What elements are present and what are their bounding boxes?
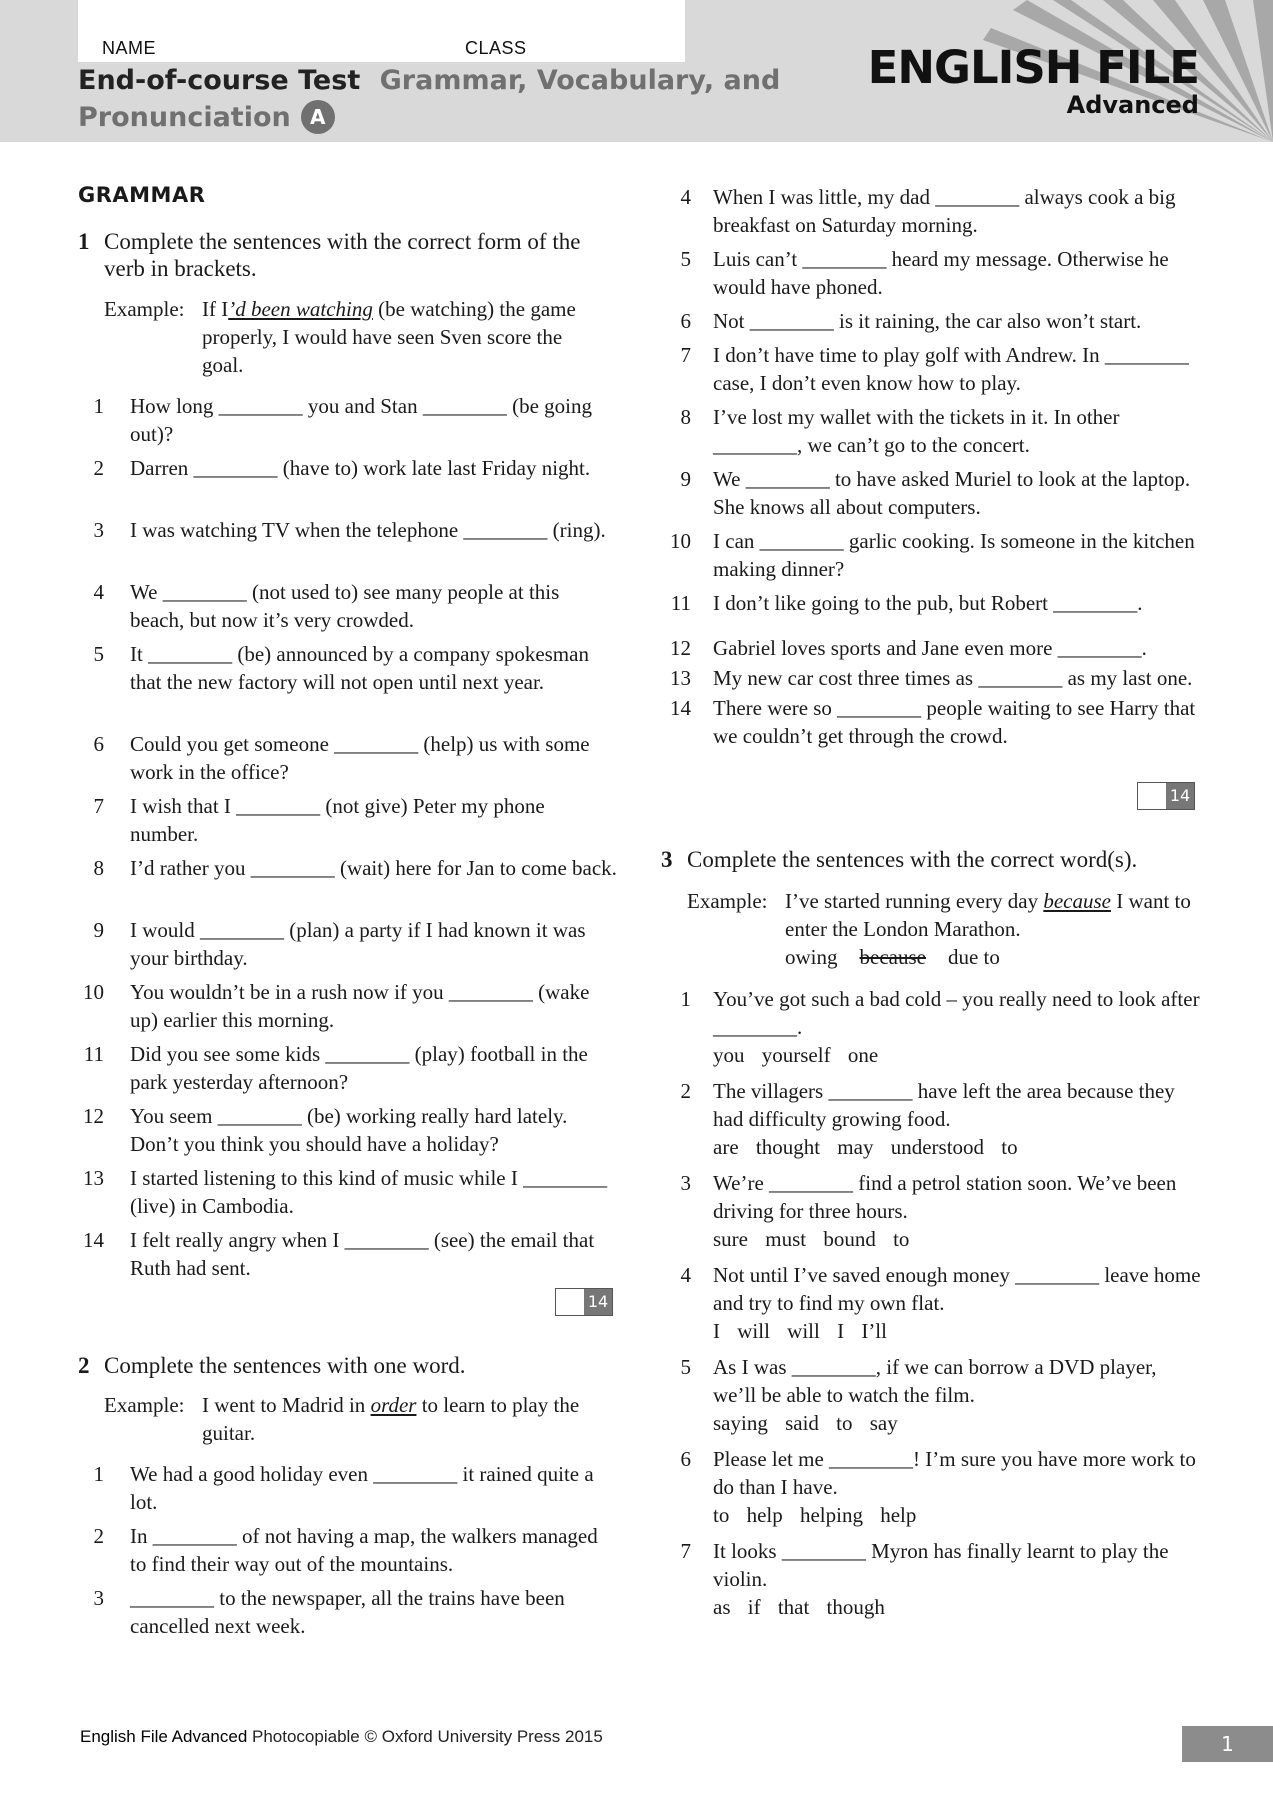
question-text: My new car cost three times as ________ as my last one. <box>713 666 1193 690</box>
question-number: 1 <box>93 1462 104 1486</box>
question-number: 11 <box>83 1042 104 1066</box>
instruction-text: Complete the sentences with the correct word(s). <box>687 847 1138 872</box>
question-item <box>78 640 618 696</box>
question-number: 7 <box>680 1539 691 1563</box>
question-item <box>78 916 618 972</box>
question-item <box>670 694 1203 750</box>
question-number: 3 <box>93 518 104 542</box>
question-item <box>673 465 1203 521</box>
question-item <box>78 854 618 882</box>
version-badge: A <box>301 100 335 134</box>
question-text: I wish that I ________ (not give) Peter my phone number. <box>130 794 545 846</box>
question-number: 5 <box>680 1355 691 1379</box>
score-box-ex2 <box>1137 782 1195 810</box>
question-item <box>673 1445 1203 1529</box>
question-item <box>673 1537 1203 1621</box>
score-total: 14 <box>584 1289 612 1315</box>
question-number: 4 <box>680 1263 691 1287</box>
question-item <box>670 664 1203 692</box>
answer-options: sure must bound to <box>713 1227 910 1251</box>
footer-copyright: Photocopiable © Oxford University Press 2015 <box>247 1727 603 1746</box>
question-text: We had a good holiday even ________ it rained quite a lot. <box>130 1462 594 1514</box>
exercise-1-instruction <box>78 228 598 282</box>
exercise-3-instruction <box>661 846 1191 873</box>
question-item <box>78 578 618 634</box>
question-text: It ________ (be) announced by a company spokesman that the new factory will not open until next year. <box>130 642 589 694</box>
answer-options: to help helping help <box>713 1503 917 1527</box>
question-item <box>673 1077 1203 1161</box>
question-item <box>673 307 1203 335</box>
question-text: I started listening to this kind of music while I ________ (live) in Cambodia. <box>130 1166 608 1218</box>
question-number: 9 <box>93 918 104 942</box>
question-number: 1 <box>93 394 104 418</box>
question-number: 11 <box>670 591 691 615</box>
name-label: NAME <box>102 38 157 58</box>
score-input[interactable] <box>556 1289 583 1315</box>
question-text: We ________ to have asked Muriel to look at the laptop. She knows all about computers. <box>713 467 1191 519</box>
question-number: 10 <box>83 980 104 1004</box>
question-number: 2 <box>93 456 104 480</box>
score-box-ex1 <box>555 1288 613 1316</box>
example-post: (be watching) the game properly, I would have seen Sven score the goal. <box>202 297 576 377</box>
answer-options: saying said to say <box>713 1411 898 1435</box>
question-number: 6 <box>93 732 104 756</box>
question-number: 3 <box>680 1171 691 1195</box>
example-option-crossed: because <box>859 945 926 969</box>
question-item <box>670 589 1203 617</box>
question-number: 12 <box>670 636 691 660</box>
question-item <box>78 1522 618 1578</box>
test-title-grey: Grammar, Vocabulary, and <box>379 65 781 96</box>
question-text: I’ve lost my wallet with the tickets in it. In other ________, we can’t go to the concert. <box>713 405 1120 457</box>
question-item <box>78 1226 618 1282</box>
test-title-bold: End-of-course Test <box>78 65 361 96</box>
question-text: I don’t like going to the pub, but Robert ________. <box>713 591 1143 615</box>
question-text: The villagers ________ have left the area because they had difficulty growing food. <box>713 1079 1175 1131</box>
example-answer: because <box>1043 889 1111 913</box>
exercise-number: 1 <box>78 229 90 254</box>
question-number: 4 <box>93 580 104 604</box>
question-number: 2 <box>680 1079 691 1103</box>
example-pre: I’ve started running every day <box>785 889 1044 913</box>
example-pre: If I <box>202 297 229 321</box>
question-text: I felt really angry when I ________ (see) the email that Ruth had sent. <box>130 1228 595 1280</box>
question-text: In ________ of not having a map, the walkers managed to find their way out of the mountains. <box>130 1524 598 1576</box>
question-text: Darren ________ (have to) work late last Friday night. <box>130 456 591 480</box>
question-text: I would ________ (plan) a party if I had known it was your birthday. <box>130 918 586 970</box>
question-item <box>78 978 618 1034</box>
brand-name: ENGLISH FILE <box>867 41 1199 94</box>
question-number: 5 <box>93 642 104 666</box>
example-post: to learn to play the guitar. <box>202 1393 580 1445</box>
exercise-2-example <box>104 1391 604 1447</box>
page-number: 1 <box>1182 1726 1273 1762</box>
question-text: ________ to the newspaper, all the trains have been cancelled next week. <box>130 1586 565 1638</box>
example-option: owing <box>785 945 838 969</box>
question-number: 13 <box>670 666 691 690</box>
question-item <box>78 1040 618 1096</box>
question-item <box>673 341 1203 397</box>
exercise-number: 2 <box>78 1353 90 1378</box>
answer-options: I will will I I’ll <box>713 1319 887 1343</box>
question-item <box>78 1164 618 1220</box>
footer-brand: English File Advanced <box>80 1727 248 1746</box>
question-text: We ________ (not used to) see many people at this beach, but now it’s very crowded. <box>130 580 560 632</box>
score-input[interactable] <box>1138 783 1165 809</box>
instruction-text: Complete the sentences with one word. <box>104 1353 466 1378</box>
example-option: due to <box>947 945 1000 969</box>
answer-options: are thought may understood to <box>713 1135 1018 1159</box>
question-number: 7 <box>93 794 104 818</box>
question-item <box>78 1102 618 1158</box>
exercise-number: 3 <box>661 847 673 872</box>
question-text: I don’t have time to play golf with Andrew. In ________ case, I don’t even know how to play. <box>713 343 1189 395</box>
question-text: It looks ________ Myron has finally learnt to play the violin. <box>713 1539 1169 1591</box>
example-label: Example: <box>104 1393 185 1417</box>
question-number: 8 <box>680 405 691 429</box>
class-label: CLASS <box>465 38 527 58</box>
question-text: There were so ________ people waiting to see Harry that we couldn’t get through the crowd. <box>713 696 1196 748</box>
question-item <box>78 1584 618 1640</box>
question-number: 7 <box>680 343 691 367</box>
instruction-text: Complete the sentences with the correct form of the verb in brackets. <box>104 229 581 281</box>
question-number: 10 <box>670 529 691 553</box>
question-number: 14 <box>670 696 691 720</box>
question-text: You wouldn’t be in a rush now if you ________ (wake up) earlier this morning. <box>130 980 590 1032</box>
question-text: As I was ________, if we can borrow a DVD player, we’ll be able to watch the film. <box>713 1355 1157 1407</box>
question-number: 6 <box>680 309 691 333</box>
question-number: 13 <box>83 1166 104 1190</box>
question-text: When I was little, my dad ________ always cook a big breakfast on Saturday morning. <box>713 185 1176 237</box>
question-text: How long ________ you and Stan ________ (be going out)? <box>130 394 592 446</box>
example-answer: order <box>370 1393 417 1417</box>
test-title-line2-text: Pronunciation <box>78 102 291 133</box>
brand-logo <box>867 41 1199 119</box>
page-footer <box>80 1727 603 1747</box>
exercise-1-example <box>104 295 604 379</box>
question-item <box>673 245 1203 301</box>
question-item <box>673 1169 1203 1253</box>
question-item <box>673 1261 1203 1345</box>
question-item <box>78 392 618 448</box>
question-item <box>673 403 1203 459</box>
question-item <box>673 985 1203 1069</box>
section-heading-grammar: GRAMMAR <box>78 183 206 207</box>
question-text: Luis can’t ________ heard my message. Otherwise he would have phoned. <box>713 247 1169 299</box>
question-item <box>673 183 1203 239</box>
name-class-box <box>78 0 685 62</box>
question-text: Please let me ________! I’m sure you have more work to do than I have. <box>713 1447 1196 1499</box>
question-text: Gabriel loves sports and Jane even more ________. <box>713 636 1147 660</box>
brand-level: Advanced <box>1066 91 1199 119</box>
exercise-3-example <box>687 887 1197 971</box>
question-text: I’d rather you ________ (wait) here for Jan to come back. <box>130 856 617 880</box>
example-pre: I went to Madrid in <box>202 1393 371 1417</box>
question-number: 5 <box>680 247 691 271</box>
question-text: I was watching TV when the telephone ________ (ring). <box>130 518 606 542</box>
question-item <box>670 527 1203 583</box>
test-title <box>78 65 780 96</box>
example-label: Example: <box>104 297 185 321</box>
question-item <box>670 634 1203 662</box>
exercise-2-instruction <box>78 1352 598 1379</box>
test-title-line2 <box>78 100 335 134</box>
question-number: 9 <box>680 467 691 491</box>
question-number: 3 <box>93 1586 104 1610</box>
question-number: 8 <box>93 856 104 880</box>
question-item <box>78 1460 618 1516</box>
question-text: We’re ________ find a petrol station soon. We’ve been driving for three hours. <box>713 1171 1177 1223</box>
question-number: 1 <box>680 987 691 1011</box>
question-text: Not until I’ve saved enough money ________ leave home and try to find my own flat. <box>713 1263 1201 1315</box>
question-item <box>78 516 618 544</box>
example-post: I want to enter the London Marathon. <box>785 889 1191 941</box>
question-number: 2 <box>93 1524 104 1548</box>
question-number: 4 <box>680 185 691 209</box>
example-options <box>687 943 1197 971</box>
question-text: Did you see some kids ________ (play) football in the park yesterday afternoon? <box>130 1042 588 1094</box>
answer-options: you yourself one <box>713 1043 879 1067</box>
answer-options: as if that though <box>713 1595 885 1619</box>
question-item <box>78 792 618 848</box>
question-item <box>78 730 618 786</box>
question-number: 12 <box>83 1104 104 1128</box>
score-total: 14 <box>1166 783 1194 809</box>
question-text: You’ve got such a bad cold – you really need to look after ________. <box>713 987 1200 1039</box>
question-text: I can ________ garlic cooking. Is someone in the kitchen making dinner? <box>713 529 1195 581</box>
question-text: You seem ________ (be) working really hard lately. Don’t you think you should have a holiday? <box>130 1104 568 1156</box>
example-answer: ’d been watching <box>228 297 373 321</box>
page-header <box>0 0 1273 142</box>
question-item <box>673 1353 1203 1437</box>
question-text: Could you get someone ________ (help) us with some work in the office? <box>130 732 590 784</box>
question-number: 6 <box>680 1447 691 1471</box>
question-text: Not ________ is it raining, the car also won’t start. <box>713 309 1142 333</box>
example-label: Example: <box>687 889 768 913</box>
question-item <box>78 454 618 482</box>
question-number: 14 <box>83 1228 104 1252</box>
